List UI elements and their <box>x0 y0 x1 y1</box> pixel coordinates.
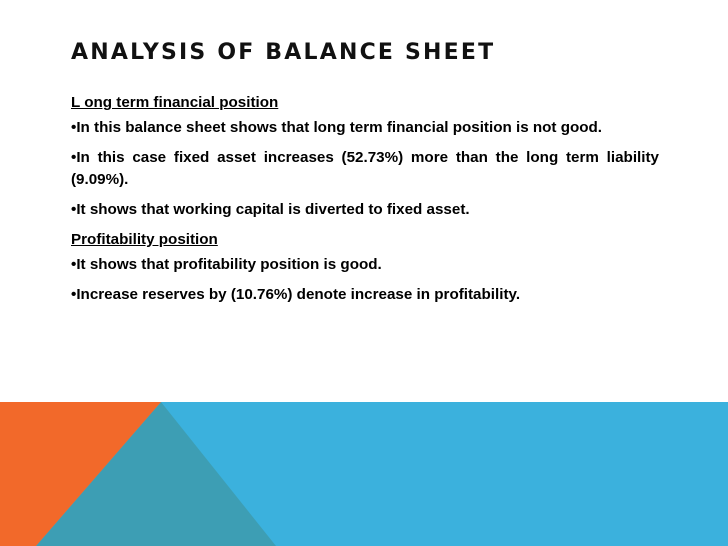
bullet-fixed-asset-increase: •In this case fixed asset increases (52.73%) more than the long term liability (9.09%). <box>71 149 659 188</box>
slide-body <box>71 92 659 314</box>
bullet-working-capital: •It shows that working capital is diverted to fixed asset. <box>71 201 470 218</box>
bullet-profitability-good: •It shows that profitability position is good. <box>71 256 382 273</box>
slide-title: ANALYSIS OF BALANCE SHEET <box>71 40 496 65</box>
section-heading-profitability: Profitability position <box>71 231 218 248</box>
bullet-reserves-increase: •Increase reserves by (10.76%) denote increase in profitability. <box>71 286 521 303</box>
section-heading-long-term: L ong term financial position <box>71 94 279 111</box>
bullet-long-term-not-good: •In this balance sheet shows that long term financial position is not good. <box>71 119 603 136</box>
